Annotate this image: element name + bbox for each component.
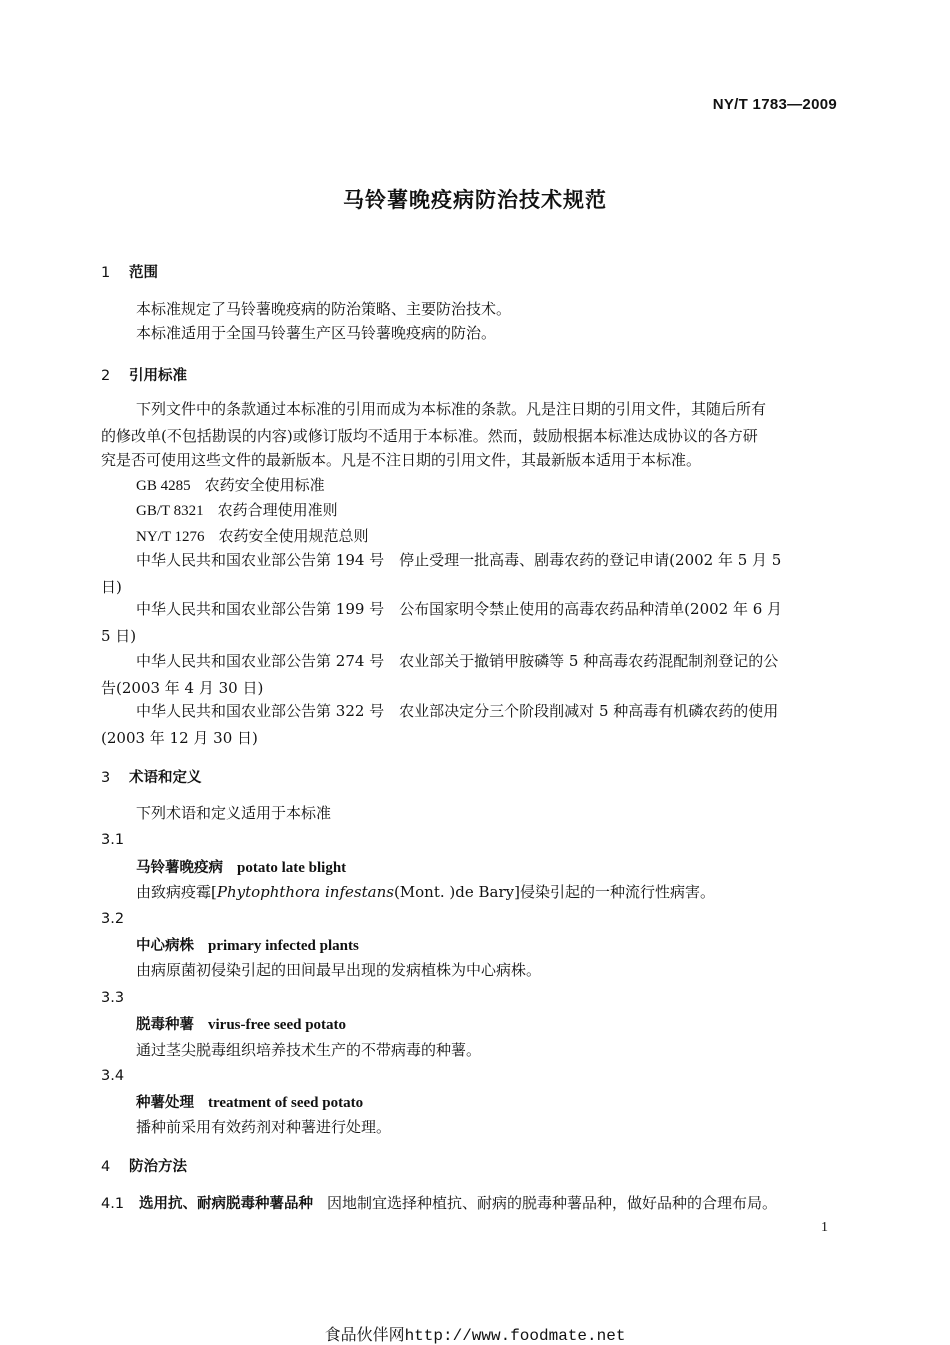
footer-site-name: 食品伙伴网 [324,1325,405,1344]
paragraph: 下列术语和定义适用于本标准 [136,804,332,822]
reference-title: 农药安全使用标准 [204,476,325,494]
notice-line: (2003 年 12 月 30 日) [101,729,258,747]
section-number: 2 [101,368,111,384]
term-english: primary infected plants [208,938,359,954]
latin-name: Phytophthora infestans [216,883,394,901]
term-definition: 通过茎尖脱毒组织培养技术生产的不带病毒的种薯。 [136,1041,482,1059]
page-number: 1 [821,1220,828,1235]
section-title: 范围 [129,265,158,281]
section-number: 1 [101,265,111,281]
term-chinese: 中心病株 [136,938,194,954]
term-chinese: 马铃薯晚疫病 [136,860,223,876]
term-chinese: 脱毒种薯 [136,1017,194,1033]
paragraph-line: 下列文件中的条款通过本标准的引用而成为本标准的条款。凡是注日期的引用文件，其随后所有 [136,400,767,418]
term-english: potato late blight [237,860,347,876]
term-number: 3.2 [101,911,125,927]
subsection-number: 4.1 [101,1196,125,1212]
footer-url[interactable]: http://www.foodmate.net [404,1327,626,1345]
term-definition: 由致病疫霉[Phytophthora infestans(Mont. )de Bary]侵染引起的一种流行性病害。 [136,883,715,901]
notice-line: 日) [101,578,122,596]
reference-item [136,526,369,547]
notice-line: 中华人民共和国农业部公告第 322 号 农业部决定分三个阶段削减对 5 种高毒有机磷农药的使用 [136,702,779,720]
term-english: virus-free seed potato [208,1017,347,1033]
reference-code: GB 4285 [136,478,191,494]
term-definition: 由病原菌初侵染引起的田间最早出现的发病植株为中心病株。 [136,961,542,979]
section-2-heading [101,366,187,386]
notice-line: 5 日) [101,627,137,645]
reference-title: 农药安全使用规范总则 [218,527,369,545]
subsection-text: 因地制宜选择种植抗、耐病的脱毒种薯品种，做好品种的合理布局。 [327,1194,778,1212]
reference-code: NY/T 1276 [136,529,205,545]
subsection-4-1 [101,1193,777,1214]
reference-title: 农药合理使用准则 [217,501,338,519]
term-english: treatment of seed potato [208,1095,364,1111]
term-number: 3.4 [101,1068,125,1084]
notice-line: 中华人民共和国农业部公告第 194 号 停止受理一批高毒、剧毒农药的登记申请(2002 年 5 月 5 [136,551,782,569]
reference-code: GB/T 8321 [136,503,204,519]
section-1-heading [101,263,158,283]
section-3-heading [101,768,202,788]
reference-item [136,475,325,496]
term-heading [136,1014,346,1035]
paragraph: 本标准适用于全国马铃薯生产区马铃薯晚疫病的防治。 [136,324,497,342]
subsection-title: 选用抗、耐病脱毒种薯品种 [139,1196,313,1212]
term-heading [136,935,359,956]
paragraph-line: 究是否可使用这些文件的最新版本。凡是不注日期的引用文件，其最新版本适用于本标准。 [101,451,702,469]
term-number: 3.1 [101,832,125,848]
term-chinese: 种薯处理 [136,1095,194,1111]
footer-watermark [0,1322,950,1345]
reference-item [136,500,338,521]
paragraph: 本标准规定了马铃薯晚疫病的防治策略、主要防治技术。 [136,300,512,318]
section-title: 术语和定义 [129,770,202,786]
term-heading [136,1092,363,1113]
section-4-heading [101,1157,187,1177]
term-definition: 播种前采用有效药剂对种薯进行处理。 [136,1118,392,1136]
section-title: 引用标准 [129,368,187,384]
paragraph-line: 的修改单(不包括勘误的内容)或修订版均不适用于本标准。然而，鼓励根据本标准达成协议的各方研 [101,427,758,445]
standard-code: NY/T 1783—2009 [712,96,837,113]
notice-line: 中华人民共和国农业部公告第 274 号 农业部关于撤销甲胺磷等 5 种高毒农药混配制剂登记的公 [136,652,779,670]
notice-line: 中华人民共和国农业部公告第 199 号 公布国家明令禁止使用的高毒农药品种清单(2002 年 6 月 [136,600,783,618]
term-heading [136,857,346,878]
section-title: 防治方法 [129,1159,187,1175]
notice-line: 告(2003 年 4 月 30 日) [101,679,264,697]
term-number: 3.3 [101,990,125,1006]
section-number: 3 [101,770,111,786]
section-number: 4 [101,1159,111,1175]
page-title: 马铃薯晚疫病防治技术规范 [343,188,607,212]
